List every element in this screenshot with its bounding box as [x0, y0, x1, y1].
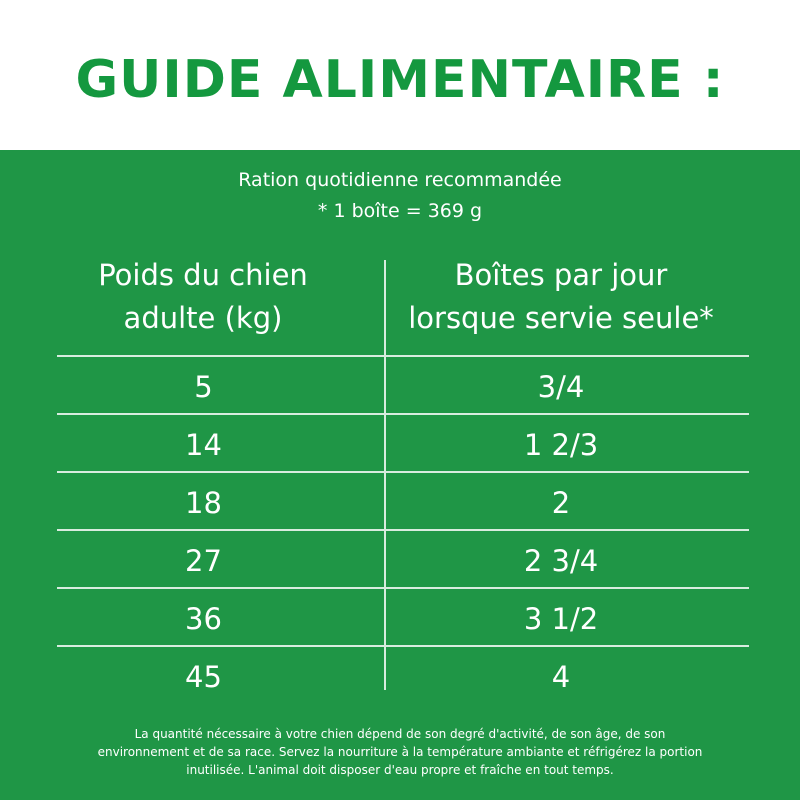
table-cell-weight: 18 — [185, 486, 222, 520]
table-divider — [57, 529, 749, 531]
table-cell-weight: 45 — [185, 660, 222, 694]
table-cell-boxes: 4 — [551, 660, 571, 694]
column-header-weight-line2: adulte (kg) — [123, 301, 283, 335]
feeding-guide-panel — [0, 150, 800, 800]
table-cell-boxes: 3/4 — [537, 370, 585, 404]
subtitle-can-weight: * 1 boîte = 369 g — [317, 200, 483, 222]
table-cell-weight: 27 — [185, 544, 222, 578]
column-header-boxes-line1: Boîtes par jour — [454, 258, 668, 292]
table-cell-boxes: 3 1/2 — [523, 602, 599, 636]
subtitle-daily-ration: Ration quotidienne recommandée — [238, 169, 562, 191]
footnote: La quantité nécessaire à votre chien dépend de son degré d'activité, de son âge, de son environnement et de sa race. Servez la nourriture à la température ambiante et réfrigérez la portion inutilisée. L'animal doit disposer d'eau propre et fraîche en tout temps. — [97, 727, 703, 777]
table-divider — [57, 645, 749, 647]
header — [0, 0, 800, 150]
table-cell-weight: 14 — [185, 428, 222, 462]
table-divider — [57, 355, 749, 357]
column-header-boxes-line2: lorsque servie seule* — [408, 301, 714, 335]
column-header-boxes — [386, 254, 736, 340]
table-divider — [57, 587, 749, 589]
column-header-weight-line1: Poids du chien — [98, 258, 308, 292]
table-divider — [57, 413, 749, 415]
table-cell-weight: 5 — [194, 370, 213, 404]
table-cell-boxes: 1 2/3 — [523, 428, 599, 462]
page-title: GUIDE ALIMENTAIRE : — [75, 50, 725, 110]
table-cell-boxes: 2 — [551, 486, 571, 520]
table-divider — [57, 471, 749, 473]
table-cell-weight: 36 — [185, 602, 222, 636]
column-header-weight — [40, 254, 366, 340]
table-cell-boxes: 2 3/4 — [523, 544, 599, 578]
